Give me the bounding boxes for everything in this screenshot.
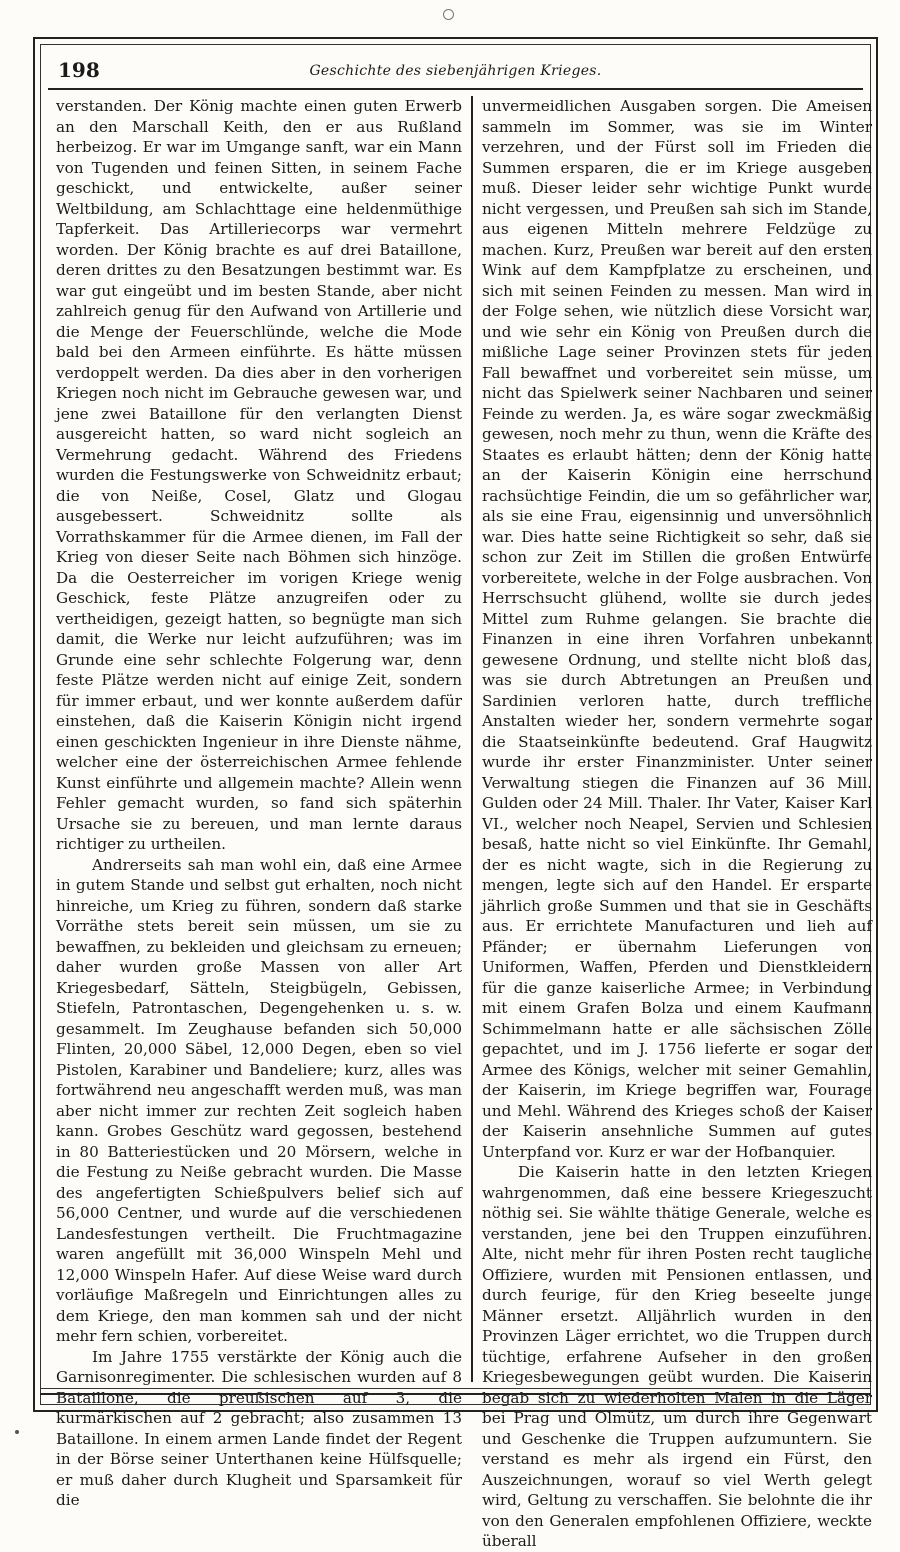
left-column	[56, 96, 462, 1509]
page-number: 198	[58, 58, 100, 82]
footer-rule-thick	[40, 1393, 871, 1395]
right-paragraph-1: unvermeidlichen Ausgaben sorgen. Die Ameisen sammeln im Sommer, was sie im Winter verzehren, und der Fürst soll im Frieden die Summen ersparen, die er im Kriege ausgeben muß. Dieser leider sehr wichtige Punkt wurde nicht vergessen, und Preußen sah sich im Stande, aus eigenen Mitteln mehrere Feldzüge zu machen. Kurz, Preußen war bereit auf den ersten Wink auf dem Kampfplatze zu erscheinen, und sich mit seinen Feinden zu messen. Man wird in der Folge sehen, wie nützlich diese Vorsicht war, und wie sehr ein König von Preußen durch die mißliche Lage seiner Provinzen stets für jeden Fall bewaffnet und vorbereitet sein müsse, um nicht das Spielwerk seiner Nachbaren und seiner Feinde zu werden. Ja, es wäre sogar zweckmäßig gewesen, noch mehr zu thun, wenn die Kräfte des Staates es erlaubt hätten; denn der König hatte an der Kaiserin Königin eine herrschund rachsüchtige Feindin, die um so gefährlicher war, als sie eine Frau, eigensinnig und unversöhnlich war. Dies hatte seine Richtigkeit so sehr, daß sie schon zur Zeit im Stillen die großen Entwürfe vorbereitete, welche in der Folge ausbrachen. Von Herrschsucht glühend, wollte sie durch jedes Mittel zum Ruhme gelangen. Sie brachte die Finanzen in eine ihren Vorfahren unbekannt gewesene Ordnung, und stellte nicht bloß das, was sie durch Abtretungen an Preußen und Sardinien verloren hatte, durch treffliche Anstalten wieder her, sondern vermehrte sogar die Staatseinkünfte bedeutend. Graf Haugwitz wurde ihr erster Finanzminister. Unter seiner Verwaltung stiegen die Finanzen auf 36 Mill. Gulden oder 24 Mill. Thaler. Ihr Vater, Kaiser Karl VI., welcher noch Neapel, Servien und Schlesien besaß, hatte nicht so viel Einkünfte. Ihr Gemahl, der es nicht wagte, sich in die Regierung zu mengen, legte sich auf den Handel. Er ersparte jährlich große Summen und that sie in Geschäfts aus. Er errichtete Manufacturen und lieh auf Pfänder; er übernahm Lieferungen von Uniformen, Waffen, Pferden und Dienstkleidern für die ganze kaiserliche Armee; in Verbindung mit einem Grafen Bolza und einem Kaufmann Schimmelmann hatte er alle sächsischen Zölle gepachtet, und im J. 1756 lieferte er sogar der Armee des Königs, welcher mit seiner Gemahlin, der Kaiserin, im Kriege begriffen war, Fourage und Mehl. Während des Krieges schoß der Kaiser der Kaiserin ansehnliche Summen auf gutes Unterpfand vor. Kurz er war der Hofbanquier.	[482, 97, 872, 1161]
right-paragraph-2: Die Kaiserin hatte in den letzten Kriegen wahrgenommen, daß eine bessere Kriegeszucht nöthig sei. Sie wählte thätige Generale, welche es verstanden, jene bei den Truppen einzuführen. Alte, nicht mehr für ihren Posten recht taugliche Offiziere, wurden mit Pensionen entlassen, und durch feurige, für den Krieg beseelte junge Männer ersetzt. Alljährlich wurden in den Provinzen Läger errichtet, wo die Truppen durch tüchtige, erfahrene Aufseher in den großen Kriegesbewegungen geübt wurden. Die Kaiserin begab sich zu wiederholten Malen in die Läger bei Prag und Olmütz, um durch ihre Gegenwart und Geschenke die Truppen aufzumuntern. Sie verstand es mehr als irgend ein Fürst, den Auszeichnungen, worauf so viel Werth gelegt wird, Geltung zu verschaffen. Sie belohnte die ihr von den Generalen empfohlenen Offiziere, weckte überall	[482, 1163, 872, 1550]
page-header	[48, 58, 863, 86]
punch-hole-mark	[443, 9, 454, 20]
footer-rule-thin	[40, 1388, 871, 1389]
running-title: Geschichte des siebenjährigen Krieges.	[309, 63, 602, 79]
right-column	[482, 96, 872, 1550]
margin-dot-mark	[15, 1430, 19, 1434]
left-paragraph-2: Andrerseits sah man wohl ein, daß eine Armee in gutem Stande und selbst gut erhalten, noch nicht hinreiche, um Krieg zu führen, sondern daß starke Vorräthe stets bereit sein müssen, um sie zu bewaffnen, zu bekleiden und gleichsam zu erneuen; daher wurden große Massen von aller Art Kriegesbedarf, Sätteln, Steigbügeln, Gebissen, Stiefeln, Patrontaschen, Degengehenken u. s. w. gesammelt. Im Zeughause befanden sich 50,000 Flinten, 20,000 Säbel, 12,000 Degen, eben so viel Pistolen, Karabiner und Bandeliere; kurz, alles was fortwährend neu angeschafft werden muß, was man aber nicht immer zur rechten Zeit sogleich haben kann. Grobes Geschütz ward gegossen, bestehend in 80 Batteriestücken und 20 Mörsern, welche in die Festung zu Neiße gebracht wurden. Die Masse des angefertigten Schießpulvers belief sich auf 56,000 Centner, und wurde auf die verschiedenen Landesfestungen vertheilt. Die Fruchtmagazine waren angefüllt mit 36,000 Winspeln Mehl und 12,000 Winspeln Hafer. Auf diese Weise ward durch vorläufige Maßregeln und Einrichtungen alles zu dem Kriege, den man kommen sah und der nicht mehr fern schien, vorbereitet.	[56, 855, 462, 1345]
left-paragraph-3: Im Jahre 1755 verstärkte der König auch die Garnisonregimenter. Die schlesischen wurden auf 8 Bataillone, die preußischen auf 3, die kurmärkischen auf 2 gebracht; also zusammen 13 Bataillone. In einem armen Lande findet der Regent in der Börse seiner Unterthanen keine Hülfsquelle; er muß daher durch Klugheit und Sparsamkeit für die	[56, 1347, 462, 1509]
header-rule	[48, 88, 863, 90]
column-divider	[471, 96, 473, 1382]
left-paragraph-1: verstanden. Der König machte einen guten Erwerb an den Marschall Keith, den er aus Rußland herbeizog. Er war im Umgange sanft, war ein Mann von Tugenden und feinen Sitten, in seinem Fache geschickt, und entwickelte, außer seiner Weltbildung, am Schlachttage eine heldenmüthige Tapferkeit. Das Artilleriecorps war vermehrt worden. Der König brachte es auf drei Bataillone, deren drittes zu den Besatzungen bestimmt war. Es war gut eingeübt und im besten Stande, aber nicht zahlreich genug für den Aufwand von Artillerie und die Menge der Feuerschlünde, welche die Mode bald bei den Armeen einführte. Es hätte müssen verdoppelt werden. Da dies aber in den vorherigen Kriegen noch nicht im Gebrauche gewesen war, und jene zwei Bataillone für den verlangten Dienst ausgereicht hatten, so ward nicht sogleich an Vermehrung gedacht. Während des Friedens wurden die Festungswerke von Schweidnitz erbaut; die von Neiße, Cosel, Glatz und Glogau ausgebessert. Schweidnitz sollte als Vorrathskammer für die Armee dienen, im Fall der Krieg von dieser Seite nach Böhmen sich hinzöge. Da die Oesterreicher im vorigen Kriege wenig Geschick, feste Plätze anzugreifen oder zu vertheidigen, gezeigt hatten, so begnügte man sich damit, die Werke nur leicht aufzuführen; was im Grunde eine sehr schlechte Folgerung war, denn feste Plätze werden nicht auf einige Zeit, sondern für immer erbaut, und wer konnte außerdem dafür einstehen, daß die Kaiserin Königin nicht irgend einen geschickten Ingenieur in ihre Dienste nähme, welcher eine der österreichischen Armee fehlende Kunst einführte und allgemein machte? Allein wenn Fehler gemacht wurden, so fand sich späterhin Ursache sie zu bereuen, und man lernte daraus richtiger zu urtheilen.	[56, 97, 462, 853]
